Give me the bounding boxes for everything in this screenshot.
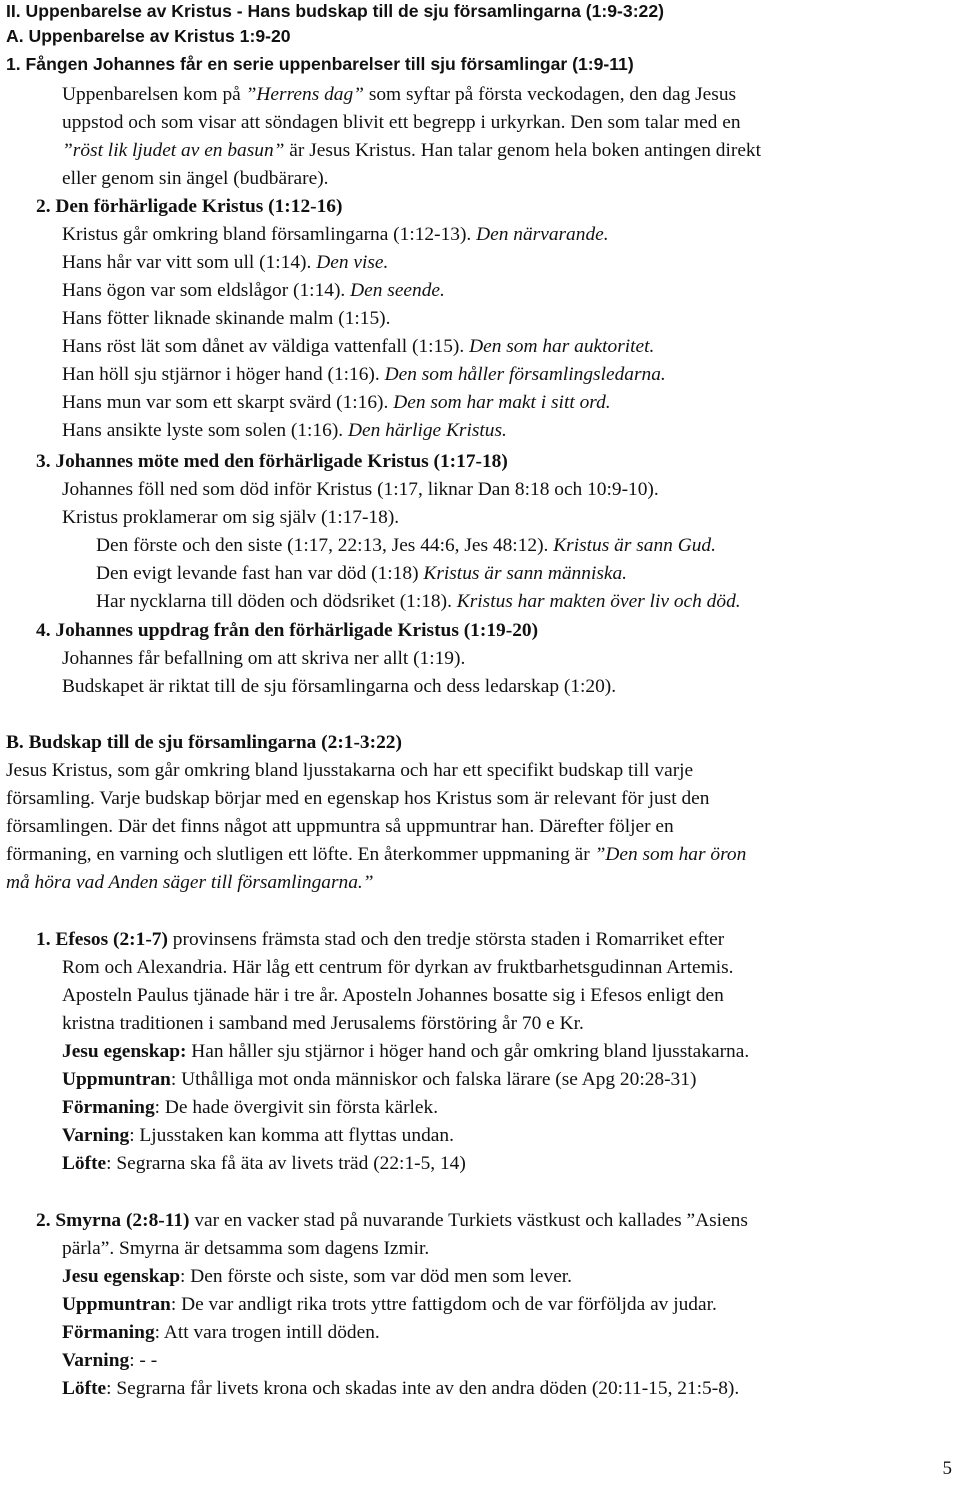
s4-title: Johannes uppdrag från den förhärligade Kristus (1:19-20) [55,620,539,641]
s1-line-3 [62,137,761,165]
efesos-line-4: kristna traditionen i samband med Jerusalems förstöring år 70 e Kr. [62,1013,584,1034]
s2-item-em: Den seende. [350,280,445,301]
efesos-text: provinsens främsta stad och den tredje största staden i Romarriket efter [167,929,725,950]
efesos-row [62,1066,696,1094]
s2-item [62,389,611,417]
s1-line-2: uppstod och som visar att söndagen blivit ett begrepp i urkyrkan. Den som talar med en [62,112,741,133]
subsection-1-heading: 1. Fången Johannes får en serie uppenbarelser till sju församlingar (1:9-11) [6,54,634,74]
s3-heading [36,448,508,476]
efesos-line-3: Aposteln Paulus tjänade här i tre år. Aposteln Johannes bosatte sig i Efesos enligt den [62,985,724,1006]
b-text: förmaning, en varning och slutligen ett löfte. En återkommer uppmaning är [6,844,595,865]
b-line-3: församlingen. Där det finns något att uppmuntra så uppmuntrar han. Därefter följer en [6,816,674,837]
efesos-row [62,1122,454,1150]
s3-title: Johannes möte med den förhärligade Kristus (1:17-18) [55,451,508,472]
s2-item [62,333,654,361]
s3-sub-text: Har nycklarna till döden och dödsriket (1:18). [96,591,457,612]
smyrna-line-2: pärla”. Smyrna är detsamma som dagens Izmir. [62,1238,430,1259]
s2-item-text: Hans röst lät som dånet av väldiga vattenfall (1:15). [62,336,470,357]
s2-item [62,221,609,249]
section-a-heading: A. Uppenbarelse av Kristus 1:9-20 [6,26,291,46]
s3-line-2: Kristus proklamerar om sig själv (1:17-18). [62,507,400,528]
s3-sub-item [96,532,716,560]
s1-text: är Jesus Kristus. Han talar genom hela boken antingen direkt [284,140,762,161]
efesos-line-2: Rom och Alexandria. Här låg ett centrum för dyrkan av fruktbarhetsgudinnan Artemis. [62,957,734,978]
s2-item [62,361,666,389]
row-text: : Ljusstaken kan komma att flyttas undan. [129,1125,454,1146]
s2-item-text: Hans ansikte lyste som solen (1:16). [62,420,348,441]
smyrna-row [62,1347,157,1375]
efesos-row [62,1038,749,1066]
row-text: Han håller sju stjärnor i höger hand och går omkring bland ljusstakarna. [186,1041,750,1062]
s1-line-4: eller genom sin ängel (budbärare). [62,168,329,189]
b-line-1: Jesus Kristus, som går omkring bland ljusstakarna och har ett specifikt budskap till varje [6,760,694,781]
s2-item-em: Den närvarande. [476,224,609,245]
s2-item-em: Den härlige Kristus. [347,420,507,441]
row-label: Uppmuntran [62,1069,171,1090]
row-label: Jesu egenskap [62,1266,180,1287]
row-text: : Att vara trogen intill döden. [154,1322,380,1343]
s2-item-em: Den som har makt i sitt ord. [393,392,611,413]
s3-sub-text: Den evigt levande fast han var död (1:18) [96,563,424,584]
s4-line-1: Johannes får befallning om att skriva ner allt (1:19). [62,648,466,669]
b-quote: ”Den som har öron [594,844,747,865]
s2-item-em: Den som har auktoritet. [469,336,655,357]
row-text: : De hade övergivit sin första kärlek. [154,1097,439,1118]
smyrna-row [62,1263,572,1291]
part-heading: II. Uppenbarelse av Kristus - Hans budskap till de sju församlingarna (1:9-3:22) [6,1,664,21]
row-label: Förmaning [62,1097,155,1118]
section-b-heading: B. Budskap till de sju församlingarna (2:1-3:22) [6,732,402,753]
efesos-line-1 [36,926,724,954]
b-line-4 [6,841,746,869]
efesos-row [62,1150,466,1178]
s2-item [62,417,507,445]
s1-quote: ”Herrens dag” [245,84,364,105]
b-line-5: må höra vad Anden säger till församlingarna.” [6,872,374,893]
row-text: : De var andligt rika trots yttre fattigdom och de var förföljda av judar. [170,1294,717,1315]
row-text: : Segrarna får livets krona och skadas inte av den andra döden (20:11-15, 21:5-8). [106,1378,740,1399]
row-label: Jesu egenskap: [62,1041,187,1062]
s4-number: 4. [36,620,56,641]
s2-item-em: Den som håller församlingsledarna. [384,364,666,385]
s1-text: som syftar på första veckodagen, den dag Jesus [363,84,737,105]
s3-sub-item [96,588,741,616]
row-label: Löfte [62,1153,107,1174]
s3-sub-item [96,560,627,588]
smyrna-row [62,1291,717,1319]
s3-sub-em: Kristus är sann Gud. [553,535,716,556]
row-label: Varning [62,1125,130,1146]
row-text: : Segrarna ska få äta av livets träd (22:1-5, 14) [106,1153,466,1174]
s4-line-2: Budskapet är riktat till de sju församlingarna och dess ledarskap (1:20). [62,676,617,697]
s2-item [62,305,390,333]
s1-text: Uppenbarelsen kom på [62,84,246,105]
s2-item [62,249,388,277]
b-line-2: församling. Varje budskap börjar med en egenskap hos Kristus som är relevant för just den [6,788,710,809]
s1-quote: ”röst lik ljudet av en basun” [62,140,285,161]
row-label: Löfte [62,1378,107,1399]
s1-line-1 [62,81,736,109]
efesos-row [62,1094,438,1122]
s3-line-1: Johannes föll ned som död inför Kristus (1:17, liknar Dan 8:18 och 10:9-10). [62,479,659,500]
smyrna-text: var en vacker stad på nuvarande Turkiets västkust och kallades ”Asiens [189,1210,748,1231]
s2-item-text: Kristus går omkring bland församlingarna (1:12-13). [62,224,477,245]
s3-number: 3. [36,451,56,472]
s2-heading: 2. Den förhärligade Kristus (1:12-16) [36,196,343,217]
s2-item [62,277,445,305]
s2-item-text: Han höll sju stjärnor i höger hand (1:16). [62,364,385,385]
s2-item-em: Den vise. [316,252,389,273]
row-text: : Den förste och siste, som var död men som lever. [179,1266,573,1287]
row-label: Uppmuntran [62,1294,171,1315]
smyrna-row [62,1319,380,1347]
s2-item-text: Hans fötter liknade skinande malm (1:15). [62,308,391,329]
s3-sub-text: Den förste och den siste (1:17, 22:13, Jes 44:6, Jes 48:12). [96,535,554,556]
s3-sub-em: Kristus har makten över liv och död. [456,591,741,612]
s2-item-text: Hans ögon var som eldslågor (1:14). [62,280,351,301]
s2-item-text: Hans mun var som ett skarpt svärd (1:16). [62,392,394,413]
smyrna-line-1 [36,1207,748,1235]
page-number: 5 [942,1458,952,1479]
s2-item-text: Hans hår var vitt som ull (1:14). [62,252,317,273]
s4-heading [36,617,538,645]
row-label: Varning [62,1350,130,1371]
row-text: : - - [129,1350,158,1371]
smyrna-title: 2. Smyrna (2:8-11) [36,1210,190,1231]
efesos-title: 1. Efesos (2:1-7) [36,929,168,950]
s3-sub-em: Kristus är sann människa. [423,563,628,584]
row-label: Förmaning [62,1322,155,1343]
row-text: : Uthålliga mot onda människor och falska lärare (se Apg 20:28-31) [170,1069,697,1090]
smyrna-row [62,1375,739,1403]
